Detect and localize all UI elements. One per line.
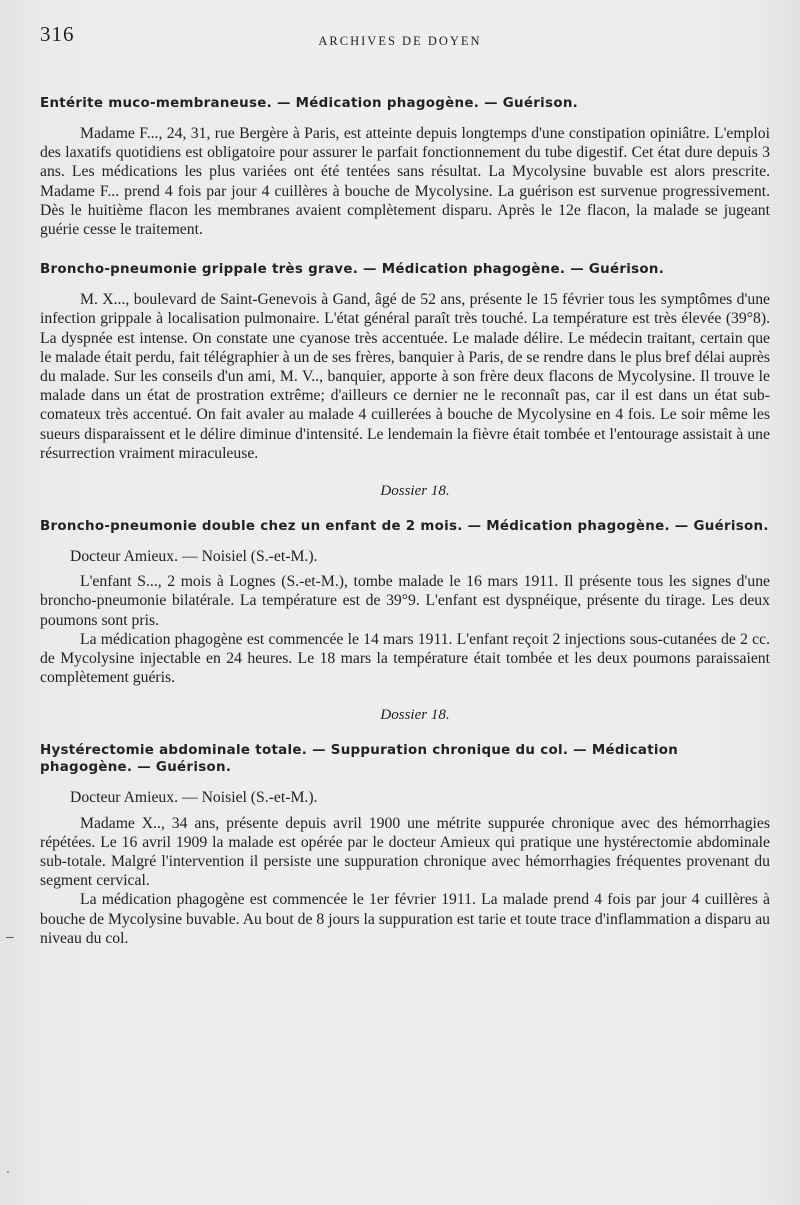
- case-paragraph: Madame F..., 24, 31, rue Bergère à Paris, est atteinte depuis longtemps d'une constipation opiniâtre. L'emploi des laxatifs quotidiens est obligatoire pour assurer le parfait fonctionnement du tube digestif. Cet état dure depuis 3 ans. Les médications les plus variées ont été tentées sans résultat. La Mycolysine buvable est alors prescrite. Madame F... prend 4 fois par jour 4 cuillères à bouche de Mycolysine. La guérison est survenue progressivement. Dès le huitième flacon les membranes avaient complètement disparu. Après le 12e flacon, la malade se jugeant guérie cesse le traitement.: [40, 125, 770, 239]
- running-head: [40, 22, 760, 52]
- case-title: Broncho-pneumonie double chez un enfant de 2 mois. — Médication phagogène. — Guérison.: [40, 519, 769, 535]
- case-byline: Docteur Amieux. — Noisiel (S.-et-M.).: [70, 789, 318, 807]
- case-section-hysterectomie: [40, 707, 770, 948]
- case-byline: Docteur Amieux. — Noisiel (S.-et-M.).: [70, 548, 318, 566]
- case-paragraph: L'enfant S..., 2 mois à Lognes (S.-et-M.), tombe malade le 16 mars 1911. Il présente tous les signes d'une broncho-pneumonie bilatérale. La température est de 39°9. L'enfant est dyspnéique, présente du tirage. Les deux poumons sont pris.: [40, 573, 770, 629]
- margin-tick-mark: –: [6, 928, 14, 944]
- dossier-heading: Dossier 18.: [380, 707, 450, 724]
- margin-dot-mark: .: [6, 1160, 10, 1176]
- case-section-enterite: [40, 95, 770, 239]
- case-title: Entérite muco-membraneuse. — Médication phagogène. — Guérison.: [40, 96, 579, 111]
- case-section-broncho-enfant: [40, 483, 770, 687]
- page-number: 316: [40, 22, 75, 46]
- dossier-heading: Dossier 18.: [380, 483, 450, 500]
- journal-title: ARCHIVES DE DOYEN: [318, 34, 482, 48]
- case-paragraph: Madame X.., 34 ans, présente depuis avril 1900 une métrite suppurée chronique avec des hémorrhagies répétées. Le 16 avril 1909 la malade est opérée par le docteur Amieux qui pratique une hystérectomie abdominale sub-totale. Malgré l'intervention il persiste une suppuration chronique avec hémorrhagies fréquentes provenant du segment cervical.: [40, 814, 770, 890]
- page-body: [40, 95, 770, 948]
- case-title: Broncho-pneumonie grippale très grave. — Médication phagogène. — Guérison.: [40, 262, 665, 278]
- case-paragraph: La médication phagogène est commencée le 14 mars 1911. L'enfant reçoit 2 injections sous-cutanées de 2 cc. de Mycolysine injectable en 24 heures. Le 18 mars la température était tombée et les deux poumons paraissaient complètement guéris.: [40, 630, 770, 687]
- case-paragraph: M. X..., boulevard de Saint-Genevois à Gand, âgé de 52 ans, présente le 15 février tous les symptômes d'une infection grippale à localisation pulmonaire. L'état général paraît très touché. La température est très élevée (39°8). La dyspnée est intense. On constate une cyanose très accentuée. Le malade délire. Le médecin traitant, certain que le malade était perdu, fait télégraphier à un de ses frères, banquier à Paris, de se rendre dans le plus bref délai auprès du malade. Sur les conseils d'un ami, M. V.., banquier, apporte à son frère deux flacons de Mycolysine. Il trouve le malade dans un état de prostration extrême; d'ailleurs ce dernier ne le reconnaît pas, car il est dans un état sub-comateux très accentué. On fait avaler au malade 4 cuillerées à bouche de Mycolysine en 4 fois. Le soir même les sueurs disparaissent et le délire diminue d'intensité. Le lendemain la fièvre était tombée et l'entourage assistait à une résurrection vraiment miraculeuse.: [40, 291, 770, 462]
- case-paragraph: La médication phagogène est commencée le 1er février 1911. La malade prend 4 fois par jour 4 cuillères à bouche de Mycolysine buvable. Au bout de 8 jours la suppuration est tarie et toute trace d'inflammation a disparu au niveau du col.: [40, 891, 770, 947]
- case-section-broncho-grippale: [40, 261, 770, 463]
- case-title: Hystérectomie abdominale totale. — Suppuration chronique du col. — Médication phagogène. — Guérison.: [40, 743, 679, 776]
